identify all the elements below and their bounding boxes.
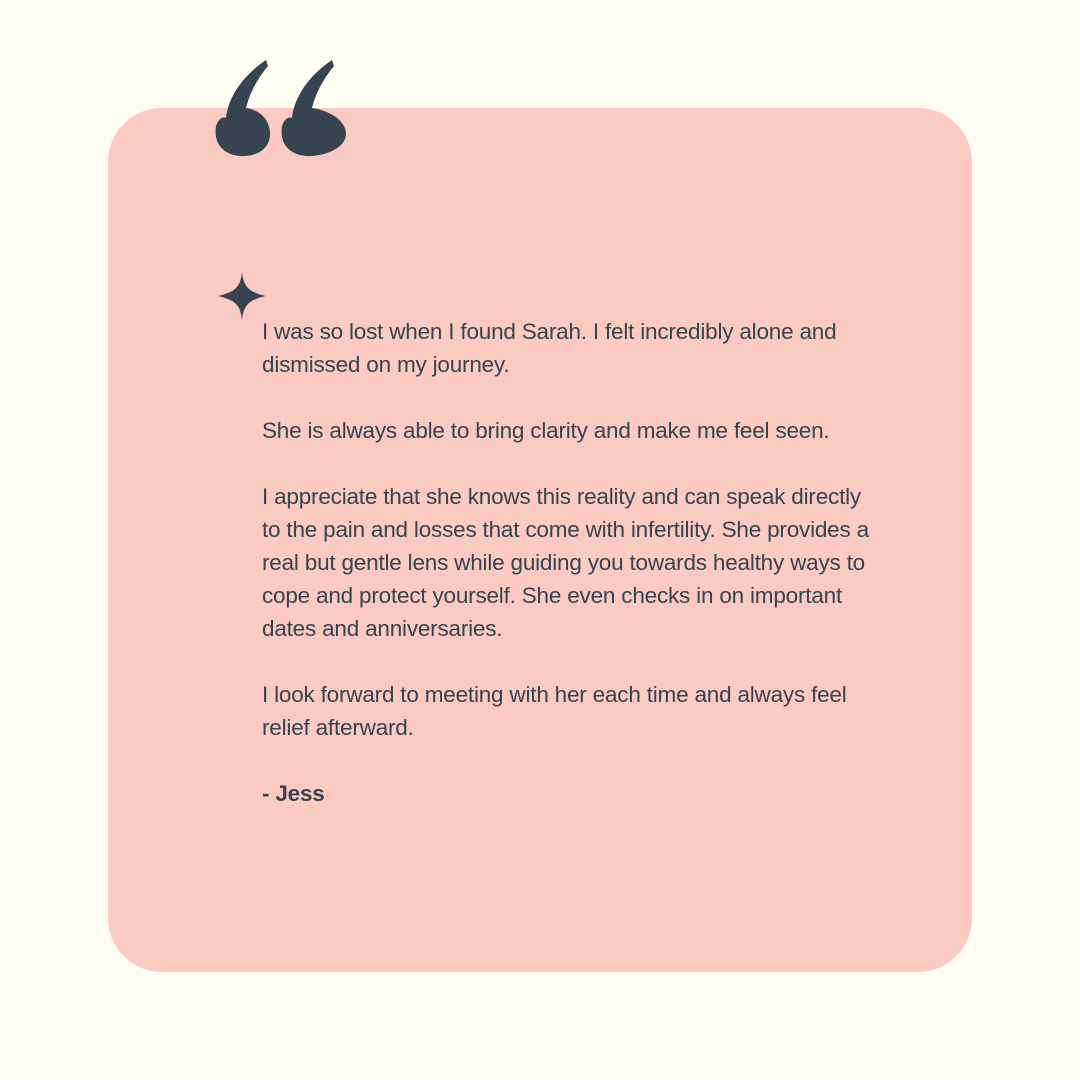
testimonial-paragraph: She is always able to bring clarity and make me feel seen. (262, 418, 830, 443)
sparkle-icon (218, 272, 266, 320)
testimonial-author: - Jess (262, 781, 325, 806)
testimonial-paragraph: I appreciate that she knows this reality and can speak directly to the pain and losses that come with infertility. She provides a real but gentle lens while guiding you towards healthy ways to cope and protect yourself. She even checks in on important dates and anniversaries. (262, 484, 869, 641)
open-quote-icon (214, 58, 348, 160)
testimonial-text (262, 315, 882, 843)
testimonial-paragraph: I was so lost when I found Sarah. I felt incredibly alone and dismissed on my journey. (262, 319, 837, 377)
testimonial-paragraph: I look forward to meeting with her each time and always feel relief afterward. (262, 682, 847, 740)
